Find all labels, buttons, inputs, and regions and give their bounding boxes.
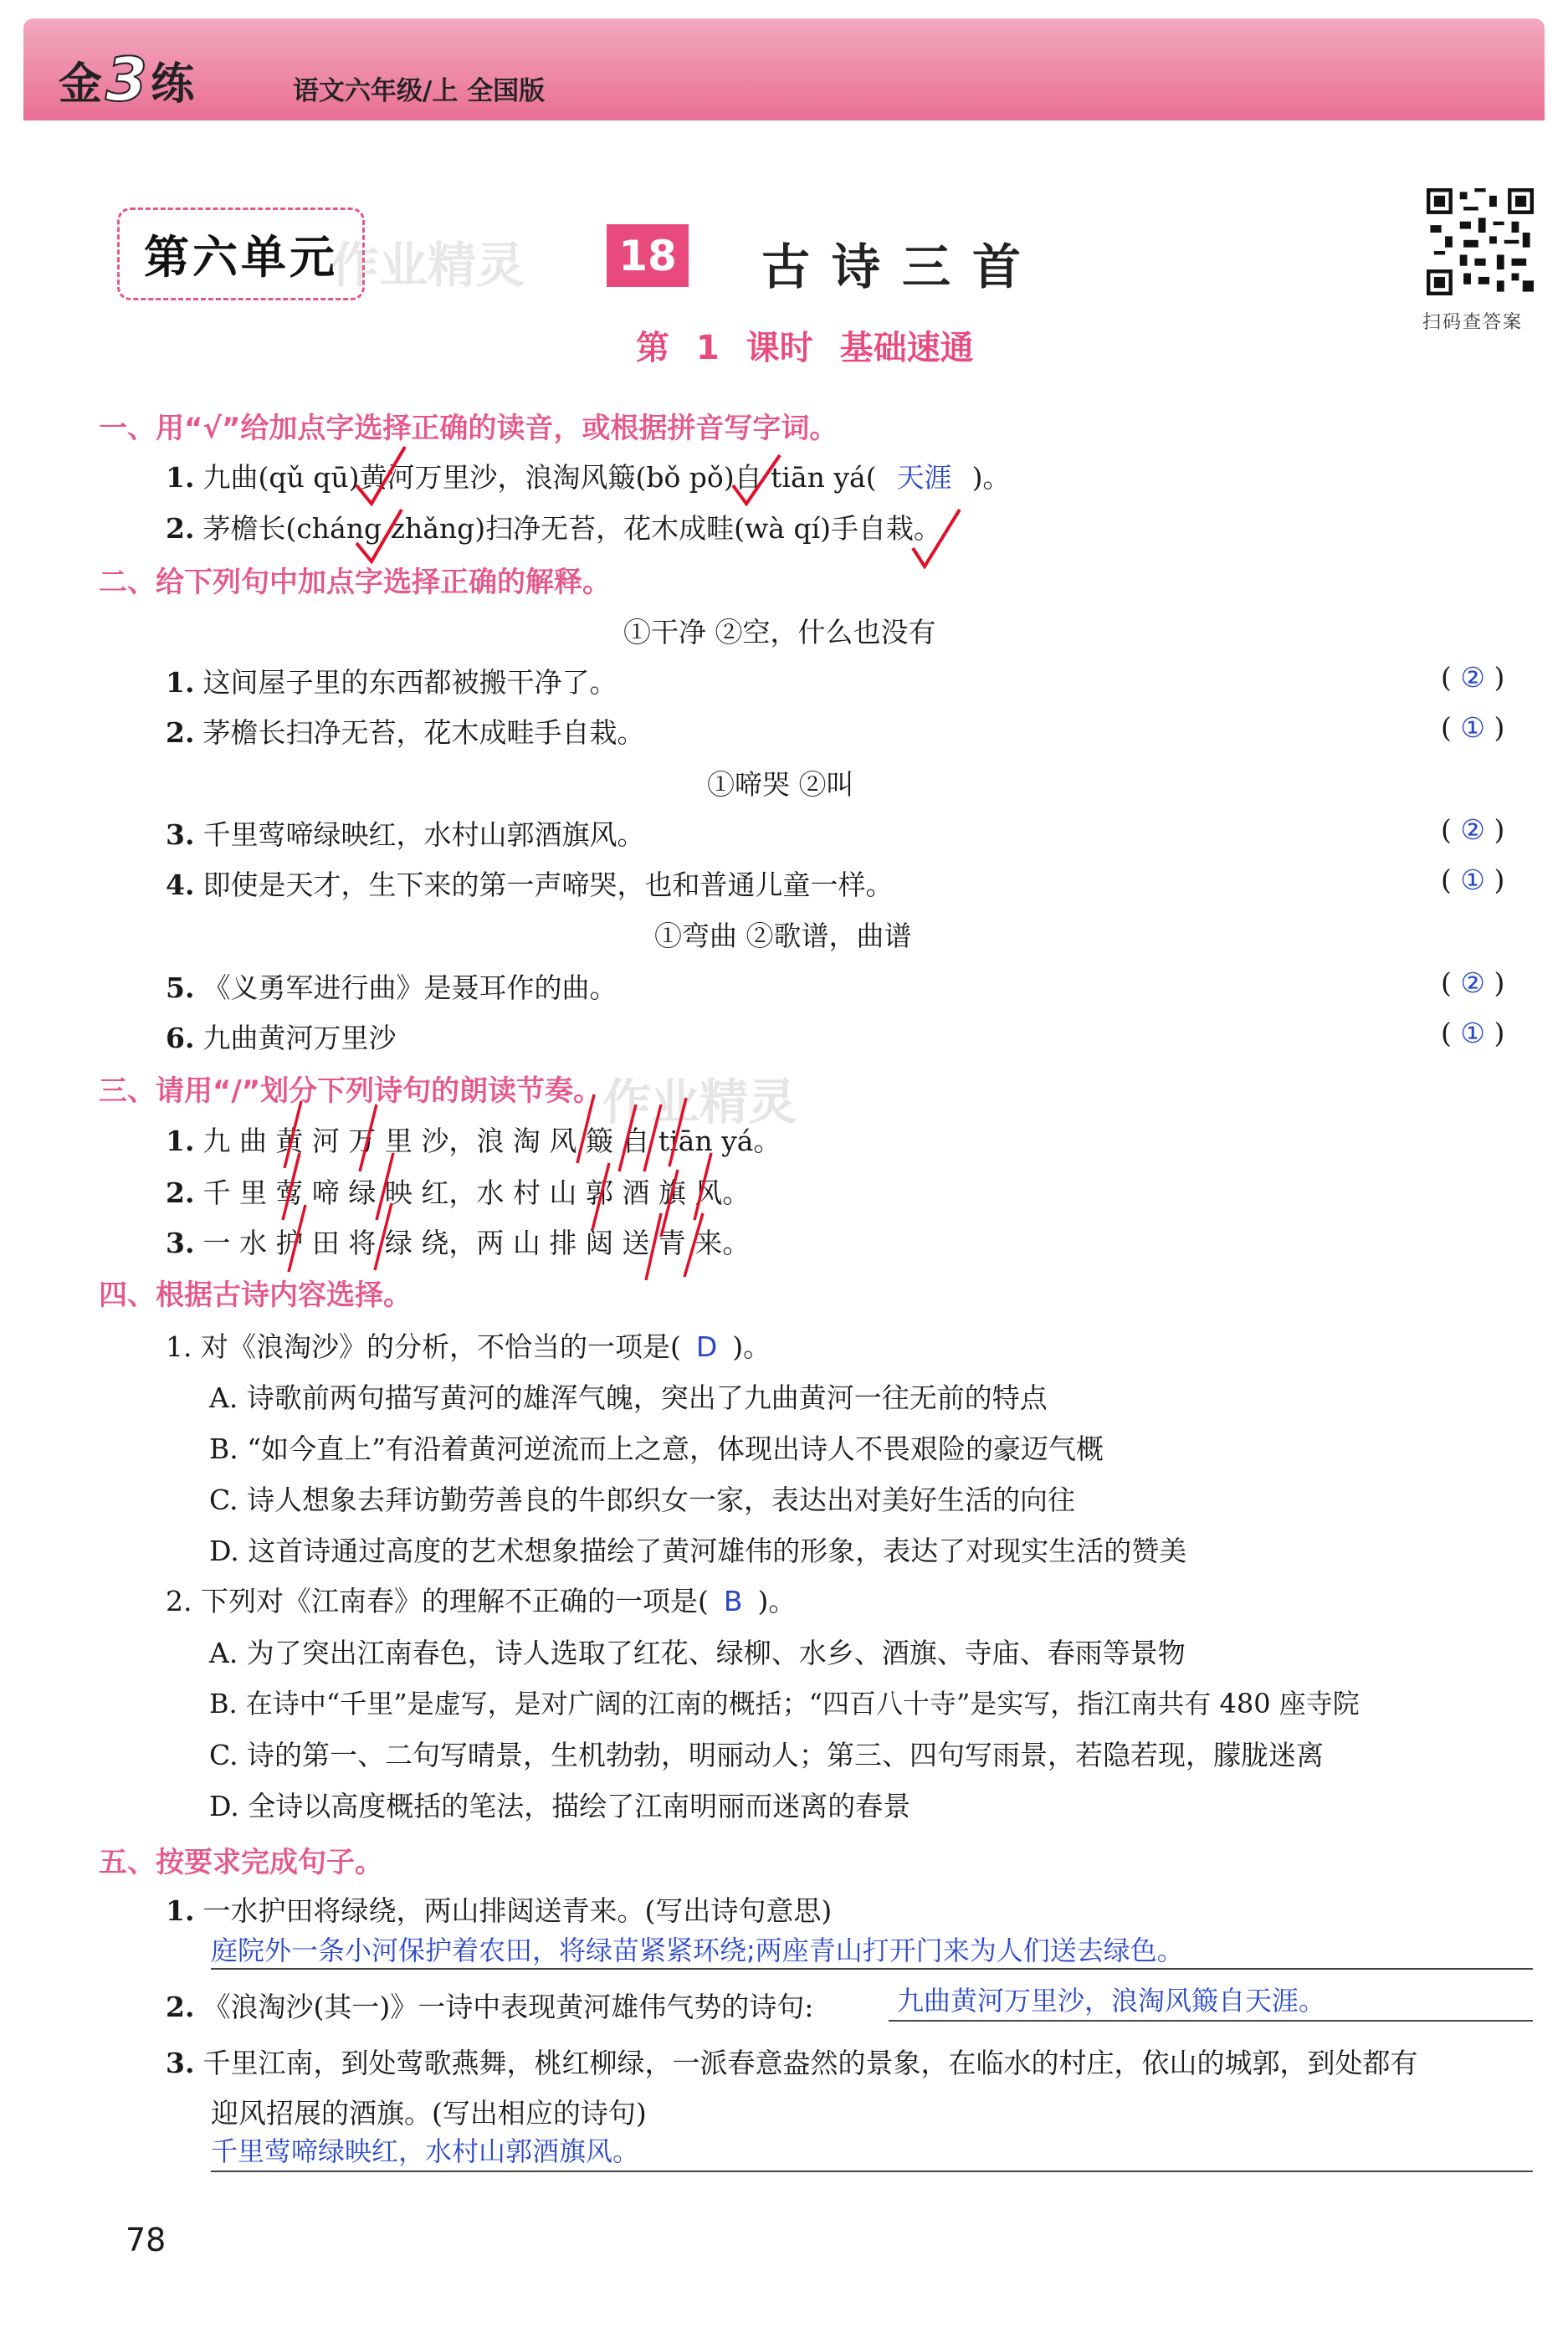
stem-end: )。	[732, 1330, 771, 1363]
s4-q2-option-a: A. 为了突出江南春色，诗人选取了红花、绿柳、水乡、酒旗、寺庙、春雨等景物	[209, 1637, 1186, 1669]
answer: ②	[1460, 661, 1485, 694]
q-text: 千里江南，到处莺歌燕舞，桃红柳绿，一派春意盎然的景象，在临水的村庄，依山的城郭，到处都有	[202, 2047, 1418, 2079]
s5-q3-text2: 迎风招展的酒旗。(写出相应的诗句)	[211, 2097, 647, 2130]
series-label: 语文六年级/上 全国版	[293, 76, 546, 106]
s2-item-2	[166, 711, 644, 751]
s4-question-1	[166, 1325, 771, 1365]
item-num: 6.	[166, 1022, 195, 1054]
qr-code-icon[interactable]	[1427, 188, 1534, 295]
s1-q1-answer: 天涯	[896, 461, 952, 494]
item-num: 5.	[166, 971, 195, 1004]
brand-logo	[59, 46, 276, 113]
s2-answer-1: ( ② )	[1441, 661, 1505, 694]
line-text: 九 曲 黄 河 万 里 沙，浪 淘 风 簸 自 tiān yá。	[202, 1125, 781, 1157]
s2-item-3	[166, 813, 644, 853]
line-text: 千 里 莺 啼 绿 映 红，水 村 山 郭 酒 旗 风。	[202, 1176, 751, 1209]
s2-answer-6: ( ① )	[1441, 1017, 1505, 1049]
s1-question-2	[166, 507, 941, 546]
s1-q1-num: 1.	[166, 461, 195, 494]
q-num: 2.	[166, 1991, 195, 2023]
s2-item-1	[166, 661, 617, 700]
answer: ①	[1460, 1017, 1485, 1049]
s1-q1-text: 九曲(qǔ qū)黄河万里沙，浪淘风簸(bǒ pǒ)自 tiān yá(	[202, 461, 877, 494]
s5-q3-answer: 千里莺啼绿映红，水村山郭酒旗风。	[211, 2135, 640, 2167]
section-2-title: 二、给下列句中加点字选择正确的解释。	[99, 566, 611, 599]
brand-pre: 金	[59, 59, 103, 110]
line-num: 2.	[166, 1176, 195, 1209]
rhythm-slash-marks	[535, 1088, 703, 1289]
lesson-title: 古诗三首	[761, 238, 1043, 295]
s2-item-6	[166, 1017, 396, 1056]
unit-badge: 第六单元	[117, 208, 365, 300]
check-mark-icon	[728, 452, 787, 510]
s5-question-1	[166, 1889, 832, 1929]
s1-q2-text: 茅檐长(cháng zhǎng)扫净无苔，花木成畦(wà qí)手自栽。	[202, 512, 942, 545]
s4-q1-option-a: A. 诗歌前两句描写黄河的雄浑气魄，突出了九曲黄河一往无前的特点	[209, 1381, 1048, 1414]
answer: ①	[1460, 711, 1485, 744]
line-num: 1.	[166, 1125, 195, 1157]
line-num: 3.	[166, 1227, 195, 1259]
item-text: 《义勇军进行曲》是聂耳作的曲。	[202, 971, 617, 1004]
check-mark-icon	[351, 443, 410, 510]
s4-question-2	[166, 1580, 796, 1619]
q-num: 1.	[166, 1894, 195, 1927]
s2-answer-3: ( ② )	[1441, 813, 1505, 846]
answer: ②	[1460, 966, 1485, 999]
line-text: 一 水 护 田 将 绿 绕，两 山 排 闼 送 青 来。	[202, 1227, 751, 1259]
s1-q1-after: )。	[971, 461, 1011, 494]
watermark: 作业精灵	[602, 1074, 797, 1130]
item-text: 这间屋子里的东西都被搬干净了。	[202, 666, 617, 699]
item-text: 茅檐长扫净无苔，花木成畦手自栽。	[202, 716, 645, 749]
s5-question-3	[166, 2042, 1417, 2081]
item-text: 千里莺啼绿映红，水村山郭酒旗风。	[202, 818, 645, 851]
answer-line	[889, 2020, 1533, 2022]
period-title: 第 1 课时 基础速通	[636, 329, 974, 367]
answer: D	[695, 1330, 718, 1363]
section-3-title: 三、请用“/”划分下列诗句的朗读节奏。	[99, 1074, 602, 1108]
section-5-title: 五、按要求完成句子。	[99, 1846, 383, 1879]
stem: 1. 对《浪淘沙》的分析，不恰当的一项是(	[166, 1330, 681, 1363]
q-text: 《浪淘沙(其一)》一诗中表现黄河雄伟气势的诗句:	[202, 1991, 814, 2023]
s4-q2-option-d: D. 全诗以高度概括的笔法，描绘了江南明丽而迷离的春景	[209, 1790, 911, 1822]
item-num: 1.	[166, 666, 195, 699]
s2-options-1: ①干净 ②空，什么也没有	[623, 616, 936, 648]
s4-q1-option-b: B. “如今直上”有沿着黄河逆流而上之意，体现出诗人不畏艰险的豪迈气概	[209, 1433, 1104, 1465]
answer: ①	[1460, 864, 1485, 896]
lesson-number: 18	[607, 224, 689, 287]
s2-options-2: ①啼哭 ②叫	[707, 768, 854, 801]
stem-end: )。	[757, 1585, 797, 1617]
answer-line	[211, 2171, 1533, 2172]
s4-q2-option-b: B. 在诗中“千里”是虚写，是对广阔的江南的概括；“四百八十寺”是实写，指江南共有 480 座寺院	[209, 1688, 1360, 1720]
s5-question-2	[166, 1986, 813, 2025]
s4-q1-option-c: C. 诗人想象去拜访勤劳善良的牛郎织女一家，表达出对美好生活的向往	[209, 1484, 1076, 1516]
s2-answer-4: ( ① )	[1441, 864, 1505, 896]
section-4-title: 四、根据古诗内容选择。	[99, 1279, 412, 1312]
brand-post: 练	[151, 59, 195, 110]
s2-item-4	[166, 864, 893, 903]
q-text: 一水护田将绿绕，两山排闼送青来。(写出诗句意思)	[202, 1894, 833, 1927]
item-text: 即使是天才，生下来的第一声啼哭，也和普通儿童一样。	[202, 869, 894, 901]
qr-caption: 扫码查答案	[1422, 312, 1524, 333]
check-mark-icon	[908, 506, 966, 573]
watermark: 作业精灵	[331, 237, 525, 294]
answer: ②	[1460, 813, 1485, 846]
s2-item-5	[166, 966, 617, 1006]
q-num: 3.	[166, 2047, 195, 2079]
s5-q2-answer: 九曲黄河万里沙，浪淘风簸自天涯。	[897, 1985, 1326, 2017]
s4-q2-option-c: C. 诗的第一、二句写晴景，生机勃勃，明丽动人；第三、四句写雨景，若隐若现，朦胧迷离	[209, 1739, 1325, 1771]
item-num: 3.	[166, 818, 195, 851]
s4-q1-option-d: D. 这首诗通过高度的艺术想象描绘了黄河雄伟的形象，表达了对现实生活的赞美	[209, 1535, 1187, 1567]
item-num: 2.	[166, 716, 195, 749]
item-num: 4.	[166, 869, 195, 901]
s2-options-3: ①弯曲 ②歌谱，曲谱	[654, 920, 912, 952]
s5-q1-answer: 庭院外一条小河保护着农田，将绿苗紧紧环绕;两座青山打开门来为人们送去绿色。	[211, 1935, 1184, 1966]
stem: 2. 下列对《江南春》的理解不正确的一项是(	[166, 1585, 709, 1617]
s2-answer-2: ( ① )	[1441, 711, 1505, 744]
answer-line	[211, 1968, 1533, 1970]
s1-q2-num: 2.	[166, 512, 195, 545]
brand-num: 3	[105, 44, 148, 115]
s1-question-1	[166, 456, 1010, 495]
s2-answer-5: ( ② )	[1441, 966, 1505, 999]
page-number: 78	[126, 2222, 167, 2258]
answer: B	[723, 1585, 743, 1617]
item-text: 九曲黄河万里沙	[202, 1022, 397, 1054]
section-1-title: 一、用“√”给加点字选择正确的读音，或根据拼音写字词。	[99, 412, 838, 445]
